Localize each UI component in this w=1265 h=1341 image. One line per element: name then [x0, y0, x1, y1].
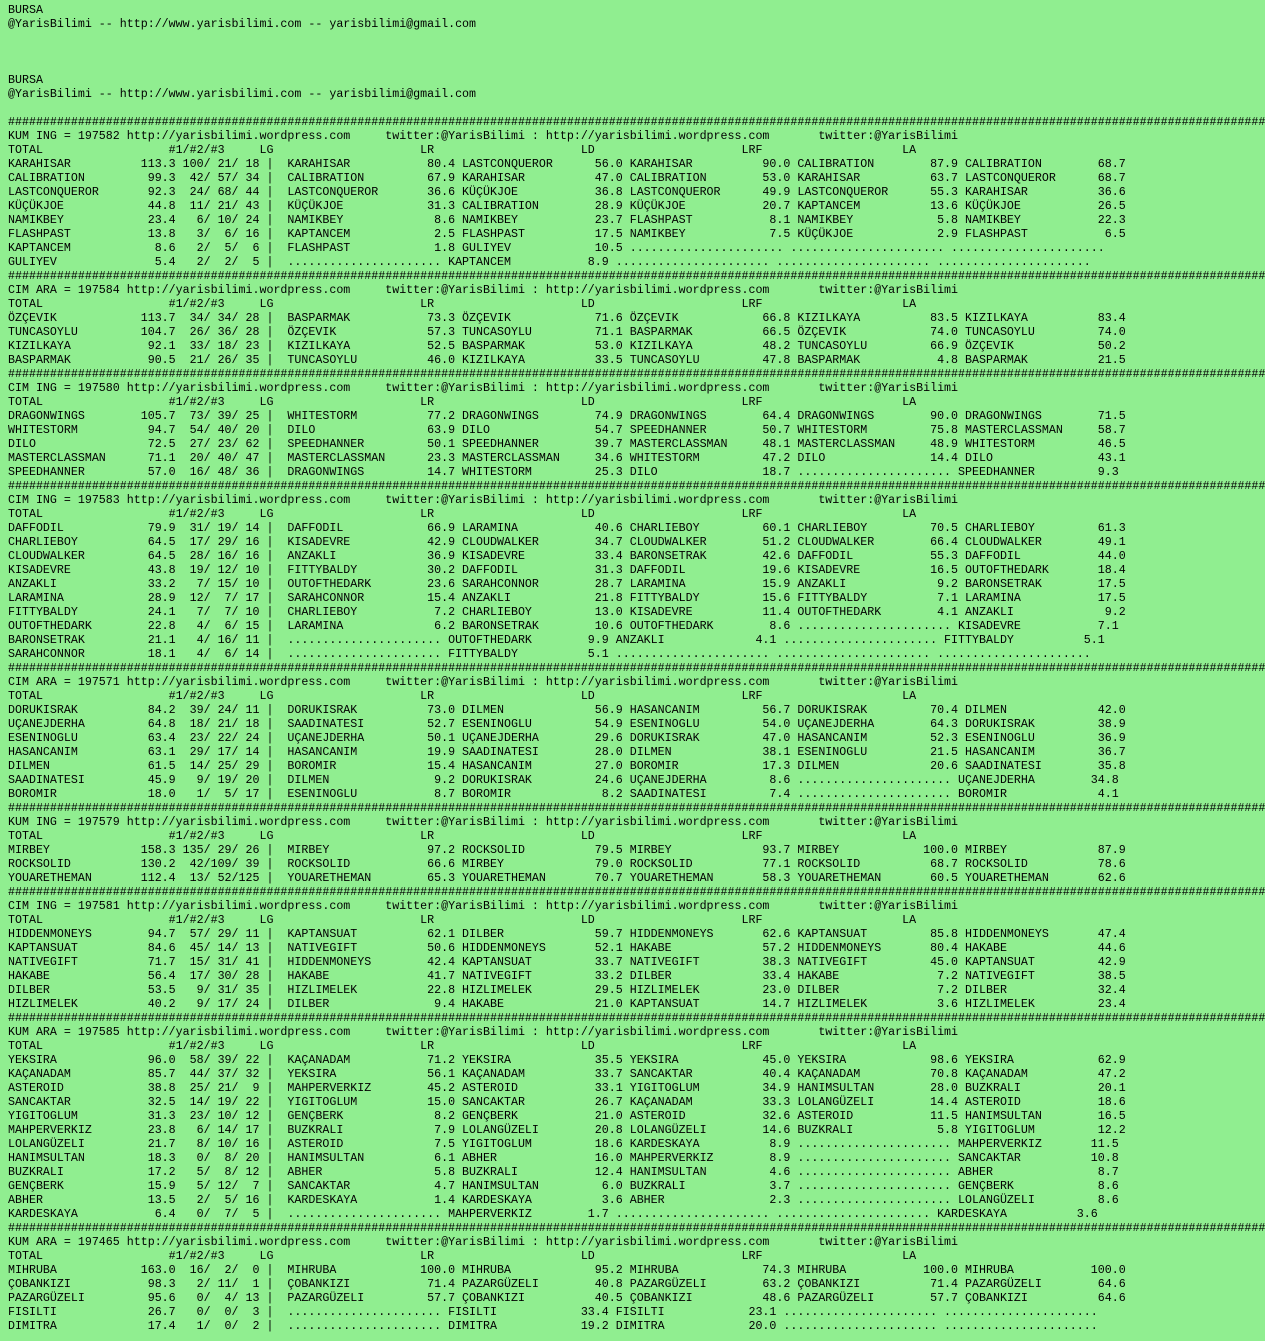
- horse-row: HIDDENMONEYS 94.7 57/ 29/ 11 | KAPTANSUAT 62.1 DILBER 59.7 HIDDENMONEYS 62.6 KAPTANSUAT 85.8 HIDDENMONEYS 47.4: [8, 928, 1126, 941]
- horse-row: ESENINOGLU 63.4 23/ 22/ 24 | UÇANEJDERHA 50.1 UÇANEJDERHA 29.6 DORUKISRAK 47.0 HASANCANIM 52.3 ESENINOGLU 36.9: [8, 732, 1126, 745]
- blank-line: [8, 32, 1080, 46]
- blank-line: [8, 46, 1080, 60]
- race-header: CIM ING = 197580 http://yarisbilimi.wordpress.com twitter:@YarisBilimi : http://yarisbilimi.wordpress.com twitter:@YarisBilimi: [8, 382, 959, 395]
- horse-row: MIHRUBA 163.0 16/ 2/ 0 | MIHRUBA 100.0 MIHRUBA 95.2 MIHRUBA 74.3 MIHRUBA 100.0 MIHRUBA 100.0: [8, 1264, 1126, 1277]
- horse-row: MIRBEY 158.3 135/ 29/ 26 | MIRBEY 97.2 ROCKSOLID 79.5 MIRBEY 93.7 MIRBEY 100.0 MIRBEY 87.9: [8, 844, 1126, 857]
- column-header: TOTAL #1/#2/#3 LG LR LD LRF LA: [8, 298, 917, 311]
- horse-row: ÖZÇEVIK 113.7 34/ 34/ 28 | BASPARMAK 73.3 ÖZÇEVIK 71.6 ÖZÇEVIK 66.8 KIZILKAYA 83.5 KIZILKAYA 83.4: [8, 312, 1126, 325]
- horse-row: TUNCASOYLU 104.7 26/ 36/ 28 | ÖZÇEVIK 57.3 TUNCASOYLU 71.1 BASPARMAK 66.5 ÖZÇEVIK 74.0 TUNCASOYLU 74.0: [8, 326, 1126, 339]
- horse-row: DILMEN 61.5 14/ 25/ 29 | BOROMIR 15.4 HASANCANIM 27.0 BOROMIR 17.3 DILMEN 20.6 SAADINATESI 35.8: [8, 760, 1126, 773]
- horse-row: CLOUDWALKER 64.5 28/ 16/ 16 | ANZAKLI 36.9 KISADEVRE 33.4 BARONSETRAK 42.6 DAFFODIL 55.3 DAFFODIL 44.0: [8, 550, 1126, 563]
- horse-row: PAZARGÜZELI 95.6 0/ 4/ 13 | PAZARGÜZELI 57.7 ÇOBANKIZI 40.5 ÇOBANKIZI 48.6 PAZARGÜZELI 57.7 ÇOBANKIZI 64.6: [8, 1292, 1126, 1305]
- horse-row: UÇANEJDERHA 64.8 18/ 21/ 18 | SAADINATESI 52.7 ESENINOGLU 54.9 ESENINOGLU 54.0 UÇANEJDERHA 64.3 DORUKISRAK 38.9: [8, 718, 1126, 731]
- race-header: KUM ING = 197582 http://yarisbilimi.wordpress.com twitter:@YarisBilimi : http://yarisbilimi.wordpress.com twitter:@YarisBilimi: [8, 130, 959, 143]
- horse-row: GENÇBERK 15.9 5/ 12/ 7 | SANCAKTAR 4.7 HANIMSULTAN 6.0 BUZKRALI 3.7 ...................... GENÇBERK 8.6: [8, 1180, 1119, 1193]
- horse-row: FITTYBALDY 24.1 7/ 7/ 10 | CHARLIEBOY 7.2 CHARLIEBOY 13.0 KISADEVRE 11.4 OUTOFTHEDARK 4.1 ANZAKLI 9.2: [8, 606, 1126, 619]
- horse-row: ASTEROID 38.8 25/ 21/ 9 | MAHPERVERKIZ 45.2 ASTEROID 33.1 YIGITOGLUM 34.9 HANIMSULTAN 28.0 BUZKRALI 20.1: [8, 1082, 1126, 1095]
- horse-row: ABHER 13.5 2/ 5/ 16 | KARDESKAYA 1.4 KARDESKAYA 3.6 ABHER 2.3 ...................... LOLANGÜZELI 8.6: [8, 1194, 1119, 1207]
- horse-row: LARAMINA 28.9 12/ 7/ 17 | SARAHCONNOR 15.4 ANZAKLI 21.8 FITTYBALDY 15.6 FITTYBALDY 7.1 LARAMINA 17.5: [8, 592, 1126, 605]
- horse-row: DRAGONWINGS 105.7 73/ 39/ 25 | WHITESTORM 77.2 DRAGONWINGS 74.9 DRAGONWINGS 64.4 DRAGONWINGS 90.0 DRAGONWINGS 71.5: [8, 410, 1126, 423]
- horse-row: KARAHISAR 113.3 100/ 21/ 18 | KARAHISAR 80.4 LASTCONQUEROR 56.0 KARAHISAR 90.0 CALIBRATION 87.9 CALIBRATION 68.7: [8, 158, 1126, 171]
- horse-row: MASTERCLASSMAN 71.1 20/ 40/ 47 | MASTERCLASSMAN 23.3 MASTERCLASSMAN 34.6 WHITESTORM 47.2 DILO 14.4 DILO 43.1: [8, 452, 1126, 465]
- contact-line: @YarisBilimi -- http://www.yarisbilimi.com -- yarisbilimi@gmail.com: [8, 18, 477, 31]
- horse-row: SPEEDHANNER 57.0 16/ 48/ 36 | DRAGONWINGS 14.7 WHITESTORM 25.3 DILO 18.7 ...................... SPEEDHANNER 9.3: [8, 466, 1119, 479]
- race-header: KUM ARA = 197465 http://yarisbilimi.wordpress.com twitter:@YarisBilimi : http://yarisbilimi.wordpress.com twitter:@YarisBilimi: [8, 1236, 959, 1249]
- blank-line: [8, 60, 1080, 74]
- column-header: TOTAL #1/#2/#3 LG LR LD LRF LA: [8, 508, 917, 521]
- horse-row: BASPARMAK 90.5 21/ 26/ 35 | TUNCASOYLU 46.0 KIZILKAYA 33.5 TUNCASOYLU 47.8 BASPARMAK 4.8 BASPARMAK 21.5: [8, 354, 1126, 367]
- horse-row: SANCAKTAR 32.5 14/ 19/ 22 | YIGITOGLUM 15.0 SANCAKTAR 26.7 KAÇANADAM 33.3 LOLANGÜZELI 14.4 ASTEROID 18.6: [8, 1096, 1126, 1109]
- section-divider: ####################################################################################################################################################################################: [8, 368, 1265, 381]
- horse-row: NAMIKBEY 23.4 6/ 10/ 24 | NAMIKBEY 8.6 NAMIKBEY 23.7 FLASHPAST 8.1 NAMIKBEY 5.8 NAMIKBEY 22.3: [8, 214, 1126, 227]
- race-header: CIM ING = 197583 http://yarisbilimi.wordpress.com twitter:@YarisBilimi : http://yarisbilimi.wordpress.com twitter:@YarisBilimi: [8, 494, 959, 507]
- horse-row: HASANCANIM 63.1 29/ 17/ 14 | HASANCANIM 19.9 SAADINATESI 28.0 DILMEN 38.1 ESENINOGLU 21.5 HASANCANIM 36.7: [8, 746, 1126, 759]
- horse-row: DIMITRA 17.4 1/ 0/ 2 | ...................... DIMITRA 19.2 DIMITRA 20.0 ...................... ......................: [8, 1320, 1098, 1333]
- horse-row: KISADEVRE 43.8 19/ 12/ 10 | FITTYBALDY 30.2 DAFFODIL 31.3 DAFFODIL 19.6 KISADEVRE 16.5 OUTOFTHEDARK 18.4: [8, 564, 1126, 577]
- section-divider: ####################################################################################################################################################################################: [8, 662, 1265, 675]
- horse-row: DAFFODIL 79.9 31/ 19/ 14 | DAFFODIL 66.9 LARAMINA 40.6 CHARLIEBOY 60.1 CHARLIEBOY 70.5 CHARLIEBOY 61.3: [8, 522, 1126, 535]
- race-header: KUM ARA = 197585 http://yarisbilimi.wordpress.com twitter:@YarisBilimi : http://yarisbilimi.wordpress.com twitter:@YarisBilimi: [8, 1026, 959, 1039]
- horse-row: ROCKSOLID 130.2 42/109/ 39 | ROCKSOLID 66.6 MIRBEY 79.0 ROCKSOLID 77.1 ROCKSOLID 68.7 ROCKSOLID 78.6: [8, 858, 1126, 871]
- horse-row: YEKSIRA 96.0 58/ 39/ 22 | KAÇANADAM 71.2 YEKSIRA 35.5 YEKSIRA 45.0 YEKSIRA 98.6 YEKSIRA 62.9: [8, 1054, 1126, 1067]
- horse-row: HIZLIMELEK 40.2 9/ 17/ 24 | DILBER 9.4 HAKABE 21.0 KAPTANSUAT 14.7 HIZLIMELEK 3.6 HIZLIMELEK 23.4: [8, 998, 1126, 1011]
- section-divider: ####################################################################################################################################################################################: [8, 480, 1265, 493]
- horse-row: ÇOBANKIZI 98.3 2/ 11/ 1 | ÇOBANKIZI 71.4 PAZARGÜZELI 40.8 PAZARGÜZELI 63.2 ÇOBANKIZI 71.4 PAZARGÜZELI 64.6: [8, 1278, 1126, 1291]
- horse-row: BUZKRALI 17.2 5/ 8/ 12 | ABHER 5.8 BUZKRALI 12.4 HANIMSULTAN 4.6 ...................... ABHER 8.7: [8, 1166, 1119, 1179]
- section-divider: ####################################################################################################################################################################################: [8, 802, 1265, 815]
- horse-row: WHITESTORM 94.7 54/ 40/ 20 | DILO 63.9 DILO 54.7 SPEEDHANNER 50.7 WHITESTORM 75.8 MASTERCLASSMAN 58.7: [8, 424, 1126, 437]
- horse-row: DILBER 53.5 9/ 31/ 35 | HIZLIMELEK 22.8 HIZLIMELEK 29.5 HIZLIMELEK 23.0 DILBER 7.2 DILBER 32.4: [8, 984, 1126, 997]
- column-header: TOTAL #1/#2/#3 LG LR LD LRF LA: [8, 144, 917, 157]
- horse-row: ANZAKLI 33.2 7/ 15/ 10 | OUTOFTHEDARK 23.6 SARAHCONNOR 28.7 LARAMINA 15.9 ANZAKLI 9.2 BARONSETRAK 17.5: [8, 578, 1126, 591]
- section-divider: ####################################################################################################################################################################################: [8, 1012, 1265, 1025]
- horse-row: HANIMSULTAN 18.3 0/ 8/ 20 | HANIMSULTAN 6.1 ABHER 16.0 MAHPERVERKIZ 8.9 ...................... SANCAKTAR 10.8: [8, 1152, 1119, 1165]
- horse-row: SARAHCONNOR 18.1 4/ 6/ 14 | ...................... FITTYBALDY 5.1 ...................... ...................... ......................: [8, 648, 1091, 661]
- horse-row: KIZILKAYA 92.1 33/ 18/ 23 | KIZILKAYA 52.5 BASPARMAK 53.0 KIZILKAYA 48.2 TUNCASOYLU 66.9 ÖZÇEVIK 50.2: [8, 340, 1126, 353]
- column-header: TOTAL #1/#2/#3 LG LR LD LRF LA: [8, 396, 917, 409]
- horse-row: OUTOFTHEDARK 22.8 4/ 6/ 15 | LARAMINA 6.2 BARONSETRAK 10.6 OUTOFTHEDARK 8.6 ...................... KISADEVRE 7.1: [8, 620, 1119, 633]
- race-header: CIM ARA = 197584 http://yarisbilimi.wordpress.com twitter:@YarisBilimi : http://yarisbilimi.wordpress.com twitter:@YarisBilimi: [8, 284, 959, 297]
- section-divider: ####################################################################################################################################################################################: [8, 1222, 1265, 1235]
- race-header: CIM ARA = 197571 http://yarisbilimi.wordpress.com twitter:@YarisBilimi : http://yarisbilimi.wordpress.com twitter:@YarisBilimi: [8, 676, 959, 689]
- horse-row: YOUARETHEMAN 112.4 13/ 52/125 | YOUARETHEMAN 65.3 YOUARETHEMAN 70.7 YOUARETHEMAN 58.3 YOUARETHEMAN 60.5 YOUARETHEMAN 62.6: [8, 872, 1126, 885]
- contact-line: @YarisBilimi -- http://www.yarisbilimi.com -- yarisbilimi@gmail.com: [8, 88, 477, 101]
- section-divider: ####################################################################################################################################################################################: [8, 886, 1265, 899]
- horse-row: GULIYEV 5.4 2/ 2/ 5 | ...................... KAPTANCEM 8.9 ...................... ...................... ......................: [8, 256, 1091, 269]
- horse-row: DILO 72.5 27/ 23/ 62 | SPEEDHANNER 50.1 SPEEDHANNER 39.7 MASTERCLASSMAN 48.1 MASTERCLASSMAN 48.9 WHITESTORM 46.5: [8, 438, 1126, 451]
- horse-row: KÜÇÜKJOE 44.8 11/ 21/ 43 | KÜÇÜKJOE 31.3 CALIBRATION 28.9 KÜÇÜKJOE 20.7 KAPTANCEM 13.6 KÜÇÜKJOE 26.5: [8, 200, 1126, 213]
- venue-title: BURSA: [8, 74, 43, 87]
- horse-row: CALIBRATION 99.3 42/ 57/ 34 | CALIBRATION 67.9 KARAHISAR 47.0 CALIBRATION 53.0 KARAHISAR 63.7 LASTCONQUEROR 68.7: [8, 172, 1126, 185]
- horse-row: CHARLIEBOY 64.5 17/ 29/ 16 | KISADEVRE 42.9 CLOUDWALKER 34.7 CLOUDWALKER 51.2 CLOUDWALKER 66.4 CLOUDWALKER 49.1: [8, 536, 1126, 549]
- horse-row: SAADINATESI 45.9 9/ 19/ 20 | DILMEN 9.2 DORUKISRAK 24.6 UÇANEJDERHA 8.6 ...................... UÇANEJDERHA 34.8: [8, 774, 1119, 787]
- horse-row: KAPTANSUAT 84.6 45/ 14/ 13 | NATIVEGIFT 50.6 HIDDENMONEYS 52.1 HAKABE 57.2 HIDDENMONEYS 80.4 HAKABE 44.6: [8, 942, 1126, 955]
- blank-line: [8, 102, 1080, 116]
- horse-row: KARDESKAYA 6.4 0/ 7/ 5 | ...................... MAHPERVERKIZ 1.7 ...................... ...................... KARDESKAYA 3.6: [8, 1208, 1098, 1221]
- horse-row: HAKABE 56.4 17/ 30/ 28 | HAKABE 41.7 NATIVEGIFT 33.2 DILBER 33.4 HAKABE 7.2 NATIVEGIFT 38.5: [8, 970, 1126, 983]
- horse-row: BOROMIR 18.0 1/ 5/ 17 | ESENINOGLU 8.7 BOROMIR 8.2 SAADINATESI 7.4 ...................... BOROMIR 4.1: [8, 788, 1119, 801]
- column-header: TOTAL #1/#2/#3 LG LR LD LRF LA: [8, 1040, 917, 1053]
- horse-row: LOLANGÜZELI 21.7 8/ 10/ 16 | ASTEROID 7.5 YIGITOGLUM 18.6 KARDESKAYA 8.9 ...................... MAHPERVERKIZ 11.5: [8, 1138, 1119, 1151]
- horse-row: KAÇANADAM 85.7 44/ 37/ 32 | YEKSIRA 56.1 KAÇANADAM 33.7 SANCAKTAR 40.4 KAÇANADAM 70.8 KAÇANADAM 47.2: [8, 1068, 1126, 1081]
- column-header: TOTAL #1/#2/#3 LG LR LD LRF LA: [8, 830, 917, 843]
- horse-row: KAPTANCEM 8.6 2/ 5/ 6 | FLASHPAST 1.8 GULIYEV 10.5 ...................... ...................... ......................: [8, 242, 1105, 255]
- horse-row: NATIVEGIFT 71.7 15/ 31/ 41 | HIDDENMONEYS 42.4 KAPTANSUAT 33.7 NATIVEGIFT 38.3 NATIVEGIFT 45.0 KAPTANSUAT 42.9: [8, 956, 1126, 969]
- column-header: TOTAL #1/#2/#3 LG LR LD LRF LA: [8, 914, 917, 927]
- race-header: CIM ING = 197581 http://yarisbilimi.wordpress.com twitter:@YarisBilimi : http://yarisbilimi.wordpress.com twitter:@YarisBilimi: [8, 900, 959, 913]
- horse-row: DORUKISRAK 84.2 39/ 24/ 11 | DORUKISRAK 73.0 DILMEN 56.9 HASANCANIM 56.7 DORUKISRAK 70.4 DILMEN 42.0: [8, 704, 1126, 717]
- column-header: TOTAL #1/#2/#3 LG LR LD LRF LA: [8, 1250, 917, 1263]
- column-header: TOTAL #1/#2/#3 LG LR LD LRF LA: [8, 690, 917, 703]
- section-divider: ####################################################################################################################################################################################: [8, 116, 1265, 129]
- race-header: KUM ING = 197579 http://yarisbilimi.wordpress.com twitter:@YarisBilimi : http://yarisbilimi.wordpress.com twitter:@YarisBilimi: [8, 816, 959, 829]
- venue-title: BURSA: [8, 4, 43, 17]
- horse-row: FISILTI 26.7 0/ 0/ 3 | ...................... FISILTI 33.4 FISILTI 23.1 ...................... ......................: [8, 1306, 1098, 1319]
- horse-row: YIGITOGLUM 31.3 23/ 10/ 12 | GENÇBERK 8.2 GENÇBERK 21.0 ASTEROID 32.6 ASTEROID 11.5 HANIMSULTAN 16.5: [8, 1110, 1126, 1123]
- section-divider: ####################################################################################################################################################################################: [8, 270, 1265, 283]
- horse-row: MAHPERVERKIZ 23.8 6/ 14/ 17 | BUZKRALI 7.9 LOLANGÜZELI 20.8 LOLANGÜZELI 14.6 BUZKRALI 5.8 YIGITOGLUM 12.2: [8, 1124, 1126, 1137]
- horse-row: LASTCONQUEROR 92.3 24/ 68/ 44 | LASTCONQUEROR 36.6 KÜÇÜKJOE 36.8 LASTCONQUEROR 49.9 LASTCONQUEROR 55.3 KARAHISAR 36.6: [8, 186, 1126, 199]
- horse-row: FLASHPAST 13.8 3/ 6/ 16 | KAPTANCEM 2.5 FLASHPAST 17.5 NAMIKBEY 7.5 KÜÇÜKJOE 2.9 FLASHPAST 6.5: [8, 228, 1126, 241]
- horse-row: BARONSETRAK 21.1 4/ 16/ 11 | ...................... OUTOFTHEDARK 9.9 ANZAKLI 4.1 ...................... FITTYBALDY 5.1: [8, 634, 1105, 647]
